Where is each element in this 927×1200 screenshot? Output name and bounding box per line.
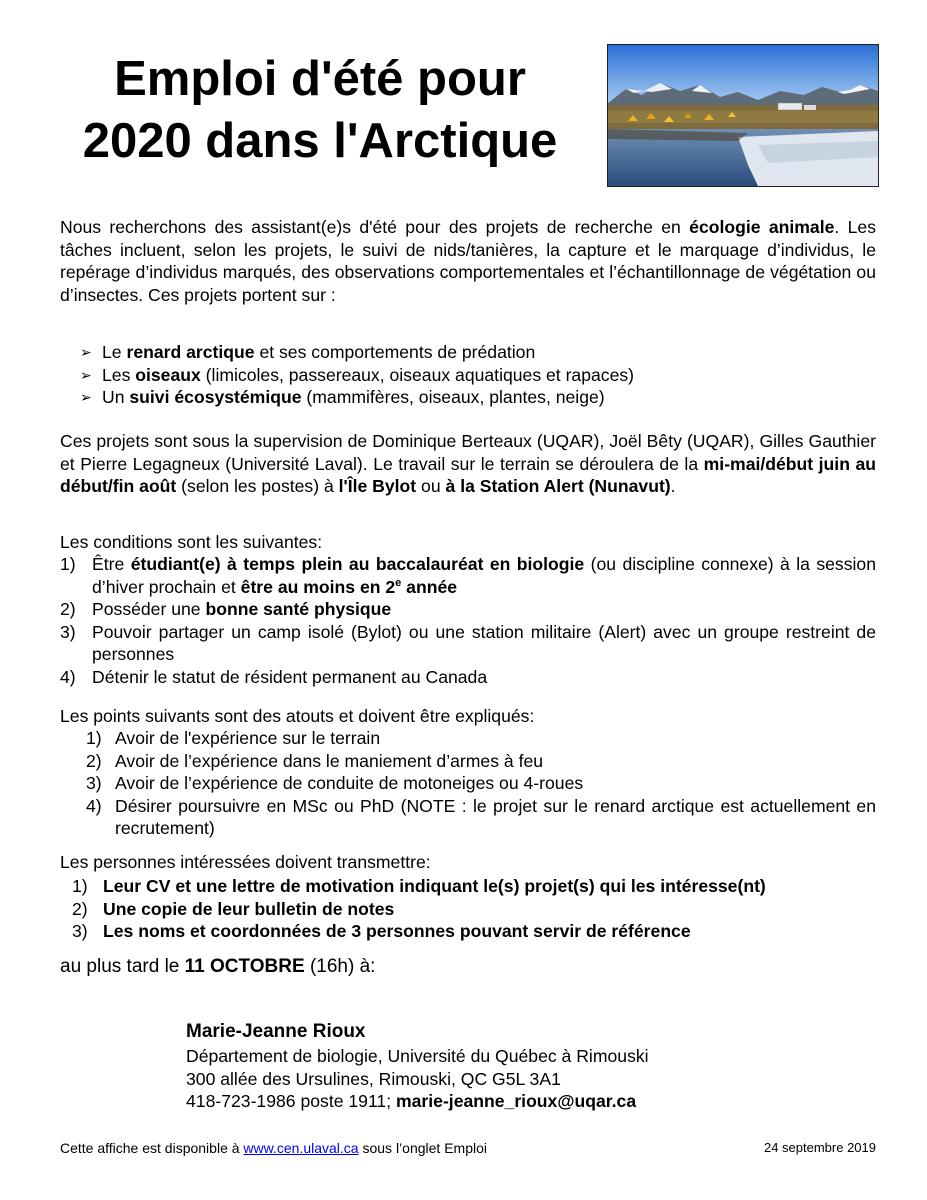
application-list <box>72 875 876 943</box>
poster-title <box>40 48 600 172</box>
condition-bold: étudiant(e) à temps plein au baccalauréat en biologie <box>130 554 585 574</box>
application-heading: Les personnes intéressées doivent transmettre: <box>60 852 431 872</box>
intro-bold-ecologie: écologie animale <box>689 217 835 237</box>
list-item <box>86 750 876 773</box>
list-item <box>72 920 876 943</box>
deadline-text: (16h) à: <box>304 956 376 977</box>
list-item <box>60 598 876 621</box>
arctic-landscape-image <box>608 45 878 186</box>
arrow-bullet-icon: ➢ <box>80 344 92 360</box>
bullet-text-bold: oiseaux <box>135 364 201 385</box>
arrow-bullet-icon: ➢ <box>80 366 92 383</box>
condition-text: (ou discipline connexe) à la session d’hiver prochain et <box>92 554 877 597</box>
item-number: 4) <box>60 666 76 687</box>
application-item-text: Les noms et coordonnées de 3 personnes pouvant servir de référence <box>103 921 691 941</box>
item-number: 3) <box>60 621 76 642</box>
bullet-text-pre: Le <box>102 342 127 362</box>
cen-website-link[interactable]: www.cen.ulaval.ca <box>243 1140 359 1156</box>
list-item <box>72 898 876 921</box>
contact-address: 300 allée des Ursulines, Rimouski, QC G5L 3A1 <box>186 1068 561 1089</box>
contact-phone: 418-723-1986 poste 1911; <box>186 1091 396 1111</box>
conditions-heading: Les conditions sont les suivantes: <box>60 532 323 552</box>
list-item <box>60 621 876 666</box>
arctic-camp-photo <box>607 44 879 187</box>
condition-bold: bonne santé physique <box>205 599 392 619</box>
item-number: 1) <box>86 728 102 748</box>
bullet-text-bold: suivi écosystémique <box>129 387 302 407</box>
condition-text: Posséder une <box>92 599 206 619</box>
bullet-text-bold: renard arctique <box>126 342 255 362</box>
assets-list <box>86 727 876 840</box>
item-number: 3) <box>86 773 102 793</box>
supervision-text-3: ou <box>416 476 446 496</box>
contact-phone-email <box>186 1090 649 1113</box>
bullet-text-post: (limicoles, passereaux, oiseaux aquatiques et rapaces) <box>200 364 635 385</box>
item-number: 3) <box>72 921 88 941</box>
intro-text-2: . Les tâches incluent, selon les projets, le suivi de nids/tanières, la capture et le marquage d’individus, le repérage d’individus marqués, des observations comportementales et l’échantillonnage de végétation ou d’insectes. Ces projets portent sur : <box>60 217 877 305</box>
condition-text: Être <box>92 554 131 574</box>
deadline-date: 11 OCTOBRE <box>184 956 305 977</box>
title-line-2: 2020 dans l'Arctique <box>82 114 558 168</box>
supervision-dates: mi-mai/début juin au début/fin août <box>60 453 876 496</box>
list-item <box>72 875 876 898</box>
footer-note <box>60 1139 487 1157</box>
bullet-text-pre: Un <box>102 387 130 407</box>
item-number: 2) <box>86 750 102 771</box>
contact-name: Marie-Jeanne Rioux <box>186 1021 366 1042</box>
supervision-site-alert: à la Station Alert (Nunavut) <box>445 476 671 496</box>
deadline-line <box>60 955 375 979</box>
asset-text: Désirer poursuivre en MSc ou PhD (NOTE : le projet sur le renard arctique est actuellement en recrutement) <box>115 795 876 838</box>
item-number: 1) <box>72 876 88 896</box>
project-list <box>80 341 780 409</box>
ordinal-superscript: e <box>395 576 402 589</box>
asset-text: Avoir de l’expérience de conduite de motoneiges ou 4-roues <box>115 773 584 793</box>
item-number: 2) <box>72 898 88 919</box>
footer-text: sous l’onglet Emploi <box>358 1140 487 1156</box>
footer-text: Cette affiche est disponible à <box>60 1140 244 1156</box>
supervision-text-2: (selon les postes) à <box>176 476 339 496</box>
list-item <box>80 341 780 364</box>
contact-department: Département de biologie, Université du Québec à Rimouski <box>186 1046 649 1066</box>
supervision-paragraph <box>60 430 876 498</box>
condition-text: Détenir le statut de résident permanent au Canada <box>92 666 488 687</box>
condition-bold: année <box>401 576 458 597</box>
list-item <box>60 666 876 689</box>
asset-text: Avoir de l’expérience dans le maniement d’armes à feu <box>115 750 544 771</box>
deadline-text: au plus tard le <box>60 956 185 977</box>
intro-text-1: Nous recherchons des assistant(e)s d'été pour des projets de recherche en <box>60 217 690 237</box>
item-number: 4) <box>86 795 102 816</box>
bullet-text-post: (mammifères, oiseaux, plantes, neige) <box>301 387 605 407</box>
conditions-list <box>60 553 876 688</box>
item-number: 2) <box>60 599 76 619</box>
title-line-1: Emploi d'été pour <box>114 52 526 106</box>
list-item <box>60 553 876 598</box>
list-item <box>86 795 876 840</box>
application-item-text: Leur CV et une lettre de motivation indiquant le(s) projet(s) qui les intéresse(nt) <box>103 876 766 896</box>
application-item-text: Une copie de leur bulletin de notes <box>103 898 395 919</box>
arrow-bullet-icon: ➢ <box>80 389 92 405</box>
list-item <box>80 386 780 409</box>
assets-heading: Les points suivants sont des atouts et doivent être expliqués: <box>60 706 535 726</box>
asset-text: Avoir de l'expérience sur le terrain <box>115 728 381 748</box>
condition-text: Pouvoir partager un camp isolé (Bylot) ou une station militaire (Alert) avec un groupe restreint de personnes <box>92 621 876 664</box>
list-item <box>80 364 780 387</box>
condition-bold: être au moins en 2 <box>240 576 396 597</box>
intro-paragraph <box>60 216 876 306</box>
supervision-text-4: . <box>670 476 676 496</box>
publication-date: 24 septembre 2019 <box>763 1140 876 1155</box>
supervision-site-bylot: l'Île Bylot <box>338 476 417 496</box>
contact-email: marie-jeanne_rioux@uqar.ca <box>396 1091 637 1111</box>
bullet-text-pre: Les <box>102 364 136 385</box>
item-number: 1) <box>60 554 76 574</box>
bullet-text-post: et ses comportements de prédation <box>254 342 536 362</box>
supervision-text-1: Ces projets sont sous la supervision de Dominique Berteaux (UQAR), Joël Bêty (UQAR), Gilles Gauthier et Pierre Legagneux (Université Laval). Le travail sur le terrain se déroulera de la <box>60 431 876 474</box>
contact-block <box>186 1019 649 1113</box>
list-item <box>86 772 876 795</box>
list-item <box>86 727 876 750</box>
